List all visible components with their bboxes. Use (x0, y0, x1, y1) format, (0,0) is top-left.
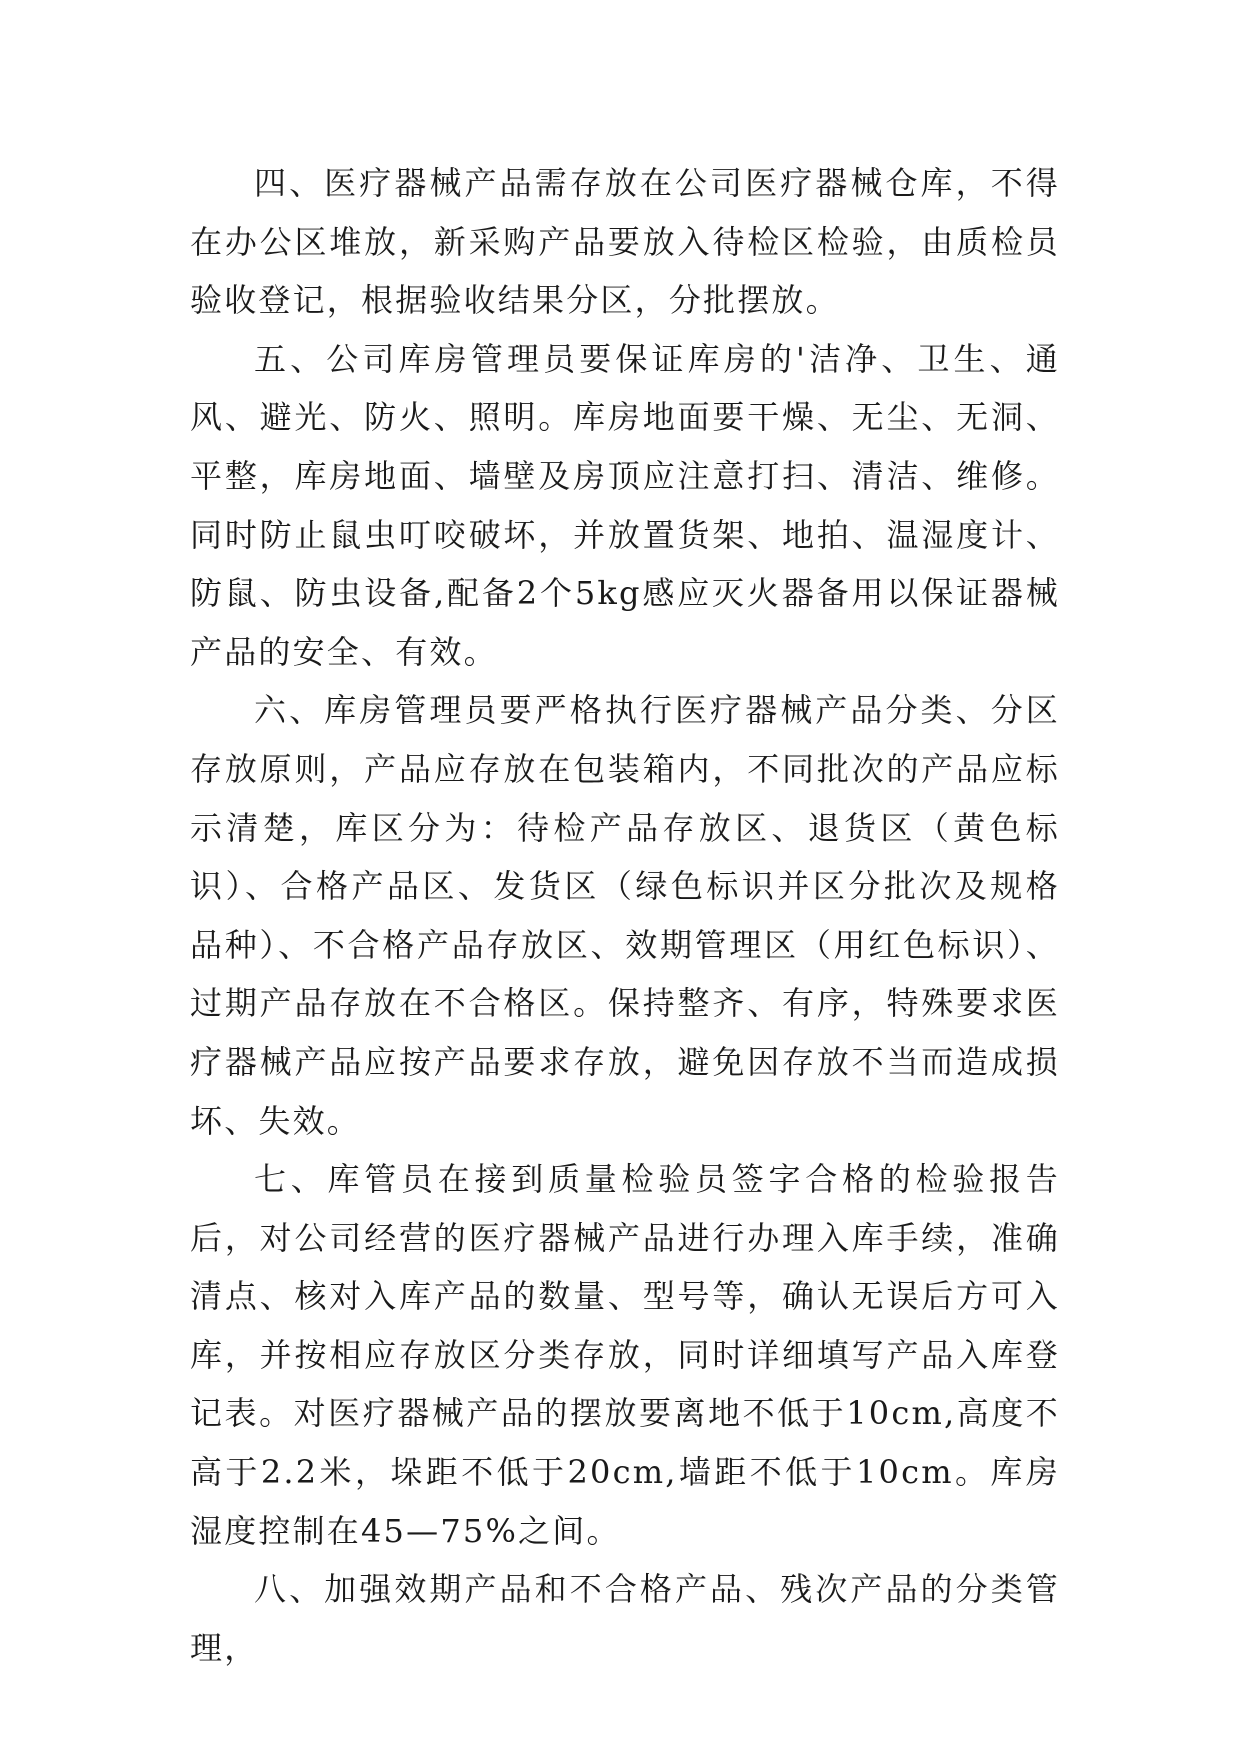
paragraph-4: 四、医疗器械产品需存放在公司医疗器械仓库，不得在办公区堆放，新采购产品要放入待检区检验，由质检员验收登记，根据验收结果分区，分批摆放。 (190, 164, 1060, 320)
document-page (190, 154, 1060, 1677)
paragraph-6: 六、库房管理员要严格执行医疗器械产品分类、分区存放原则，产品应存放在包装箱内，不同批次的产品应标示清楚，库区分为：待检产品存放区、退货区（黄色标识）、合格产品区、发货区（绿色标识并区分批次及规格品种）、不合格产品存放区、效期管理区（用红色标识）、过期产品存放在不合格区。保持整齐、有序，特殊要求医疗器械产品应按产品要求存放，避免因存放不当而造成损坏、失效。 (190, 691, 1060, 1140)
paragraph-8: 八、加强效期产品和不合格产品、残次产品的分类管理， (190, 1570, 1060, 1667)
paragraph-5: 五、公司库房管理员要保证库房的'洁净、卫生、通风、避光、防火、照明。库房地面要干燥、无尘、无洞、平整，库房地面、墙壁及房顶应注意打扫、清洁、维修。同时防止鼠虫叮咬破坏，并放置货架、地拍、温湿度计、防鼠、防虫设备,配备2个5kg感应灭火器备用以保证器械产品的安全、有效。 (190, 339, 1060, 671)
paragraph-7: 七、库管员在接到质量检验员签字合格的检验报告后，对公司经营的医疗器械产品进行办理入库手续，准确清点、核对入库产品的数量、型号等，确认无误后方可入库，并按相应存放区分类存放，同时详细填写产品入库登记表。对医疗器械产品的摆放要离地不低于10cm,高度不高于2.2米，垛距不低于20cm,墙距不低于10cm。库房湿度控制在45—75%之间。 (190, 1160, 1060, 1550)
